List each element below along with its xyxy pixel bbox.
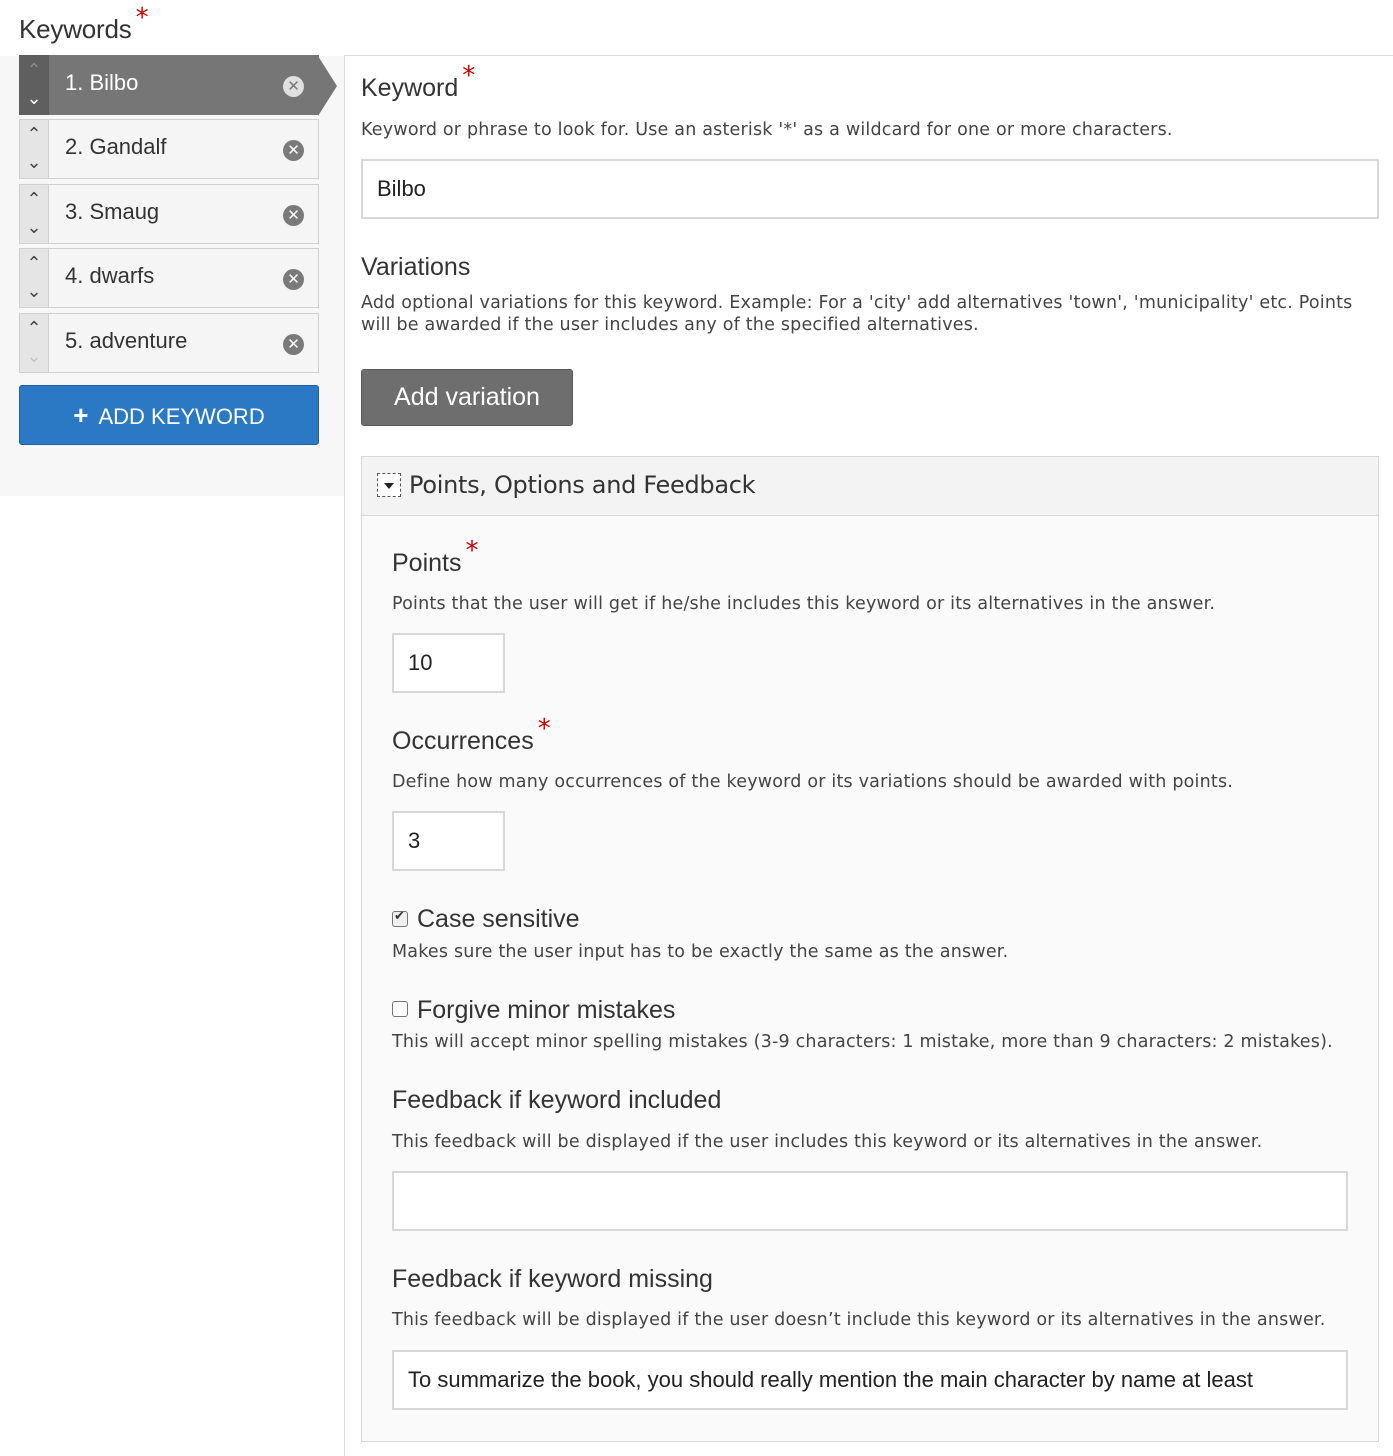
required-asterisk: * [135, 3, 149, 33]
move-down-icon: ⌄ [26, 346, 42, 367]
case-sensitive-checkbox[interactable] [392, 911, 408, 927]
keyword-item-body[interactable] [49, 184, 319, 244]
move-up-icon[interactable]: ⌃ [26, 253, 42, 274]
add-keyword-label: ADD KEYWORD [98, 404, 265, 429]
add-keyword-button[interactable] [19, 385, 319, 445]
occurrences-label [392, 714, 551, 756]
keyword-item-body[interactable] [49, 313, 319, 373]
variations-description-line-2: will be awarded if the user includes any of the specified alternatives. [361, 315, 979, 335]
feedback-missing-description: This feedback will be displayed if the user doesn’t include this keyword or its alternatives in the answer. [392, 1310, 1326, 1330]
move-down-icon[interactable]: ⌄ [26, 152, 42, 173]
keyword-item-label: 2. Gandalf [65, 134, 167, 159]
keyword-item-3[interactable] [19, 184, 319, 244]
keyword-item-label: 5. adventure [65, 328, 188, 353]
feedback-missing-label: Feedback if keyword missing [392, 1265, 713, 1293]
editor-left-border [344, 55, 345, 1456]
move-down-icon[interactable]: ⌄ [26, 281, 42, 302]
occurrences-input[interactable]: 3 [392, 811, 505, 871]
keyword-description: Keyword or phrase to look for. Use an asterisk '*' as a wildcard for one or more characters. [361, 120, 1173, 140]
keyword-label [361, 61, 476, 103]
case-sensitive-label[interactable]: Case sensitive [417, 905, 580, 933]
forgive-mistakes-checkbox[interactable] [392, 1001, 408, 1017]
reorder-controls [19, 55, 49, 115]
keyword-item-2[interactable] [19, 119, 319, 179]
move-up-icon: ⌃ [26, 60, 42, 81]
keywords-title [19, 3, 149, 45]
keyword-item-1[interactable] [19, 55, 319, 115]
feedback-included-description: This feedback will be displayed if the user includes this keyword or its alternatives in the answer. [392, 1132, 1263, 1152]
points-label-text: Points [392, 549, 462, 577]
keyword-item-label: 3. Smaug [65, 199, 160, 224]
reorder-controls [19, 184, 49, 244]
remove-circle-icon[interactable]: ✕ [283, 205, 304, 226]
remove-circle-icon[interactable]: ✕ [283, 269, 304, 290]
reorder-controls [19, 248, 49, 308]
move-up-icon[interactable]: ⌃ [26, 318, 42, 339]
keyword-label-text: Keyword [361, 74, 459, 102]
remove-circle-icon[interactable]: ✕ [283, 334, 304, 355]
case-sensitive-description: Makes sure the user input has to be exactly the same as the answer. [392, 942, 1009, 962]
keywords-title-text: Keywords [19, 14, 132, 44]
required-asterisk: * [462, 61, 476, 91]
remove-circle-icon[interactable]: ✕ [283, 76, 304, 97]
keyword-item-5[interactable] [19, 313, 319, 373]
required-asterisk: * [465, 536, 479, 566]
points-input[interactable]: 10 [392, 633, 505, 693]
add-variation-button[interactable]: Add variation [361, 369, 573, 426]
keyword-item-label: 4. dwarfs [65, 263, 155, 288]
plus-icon: + [73, 400, 89, 430]
move-up-icon[interactable]: ⌃ [26, 124, 42, 145]
move-down-icon[interactable]: ⌄ [26, 217, 42, 238]
remove-circle-icon[interactable]: ✕ [283, 140, 304, 161]
points-description: Points that the user will get if he/she includes this keyword or its alternatives in the answer. [392, 594, 1216, 614]
keyword-input[interactable]: Bilbo [361, 159, 1379, 219]
feedback-missing-input[interactable]: To summarize the book, you should really mention the main character by name at least [392, 1350, 1348, 1410]
reorder-controls [19, 119, 49, 179]
required-asterisk: * [537, 714, 551, 744]
feedback-included-input[interactable] [392, 1171, 1348, 1231]
occurrences-description: Define how many occurrences of the keyword or its variations should be awarded with points. [392, 772, 1234, 792]
keyword-item-body[interactable] [49, 248, 319, 308]
group-header[interactable] [362, 457, 1378, 516]
move-down-icon[interactable]: ⌄ [26, 88, 42, 109]
occurrences-label-text: Occurrences [392, 727, 534, 755]
forgive-mistakes-label[interactable]: Forgive minor mistakes [417, 996, 676, 1024]
forgive-mistakes-description: This will accept minor spelling mistakes (3-9 characters: 1 mistake, more than 9 characters: 2 mistakes). [392, 1032, 1333, 1052]
keyword-item-4[interactable] [19, 248, 319, 308]
move-up-icon[interactable]: ⌃ [26, 189, 42, 210]
collapse-toggle-icon[interactable] [377, 473, 401, 497]
keyword-item-label: 1. Bilbo [65, 70, 139, 95]
points-label [392, 536, 479, 578]
reorder-controls [19, 313, 49, 373]
variations-label: Variations [361, 253, 471, 281]
keyword-item-body[interactable] [49, 55, 319, 115]
active-pointer-arrow [318, 56, 337, 116]
variations-description-line-1: Add optional variations for this keyword. Example: For a 'city' add alternatives 'town', 'municipality' etc. Points [361, 293, 1353, 313]
editor-top-border [344, 55, 1393, 56]
keyword-item-body[interactable] [49, 119, 319, 179]
feedback-included-label: Feedback if keyword included [392, 1086, 722, 1114]
group-title: Points, Options and Feedback [409, 471, 756, 499]
